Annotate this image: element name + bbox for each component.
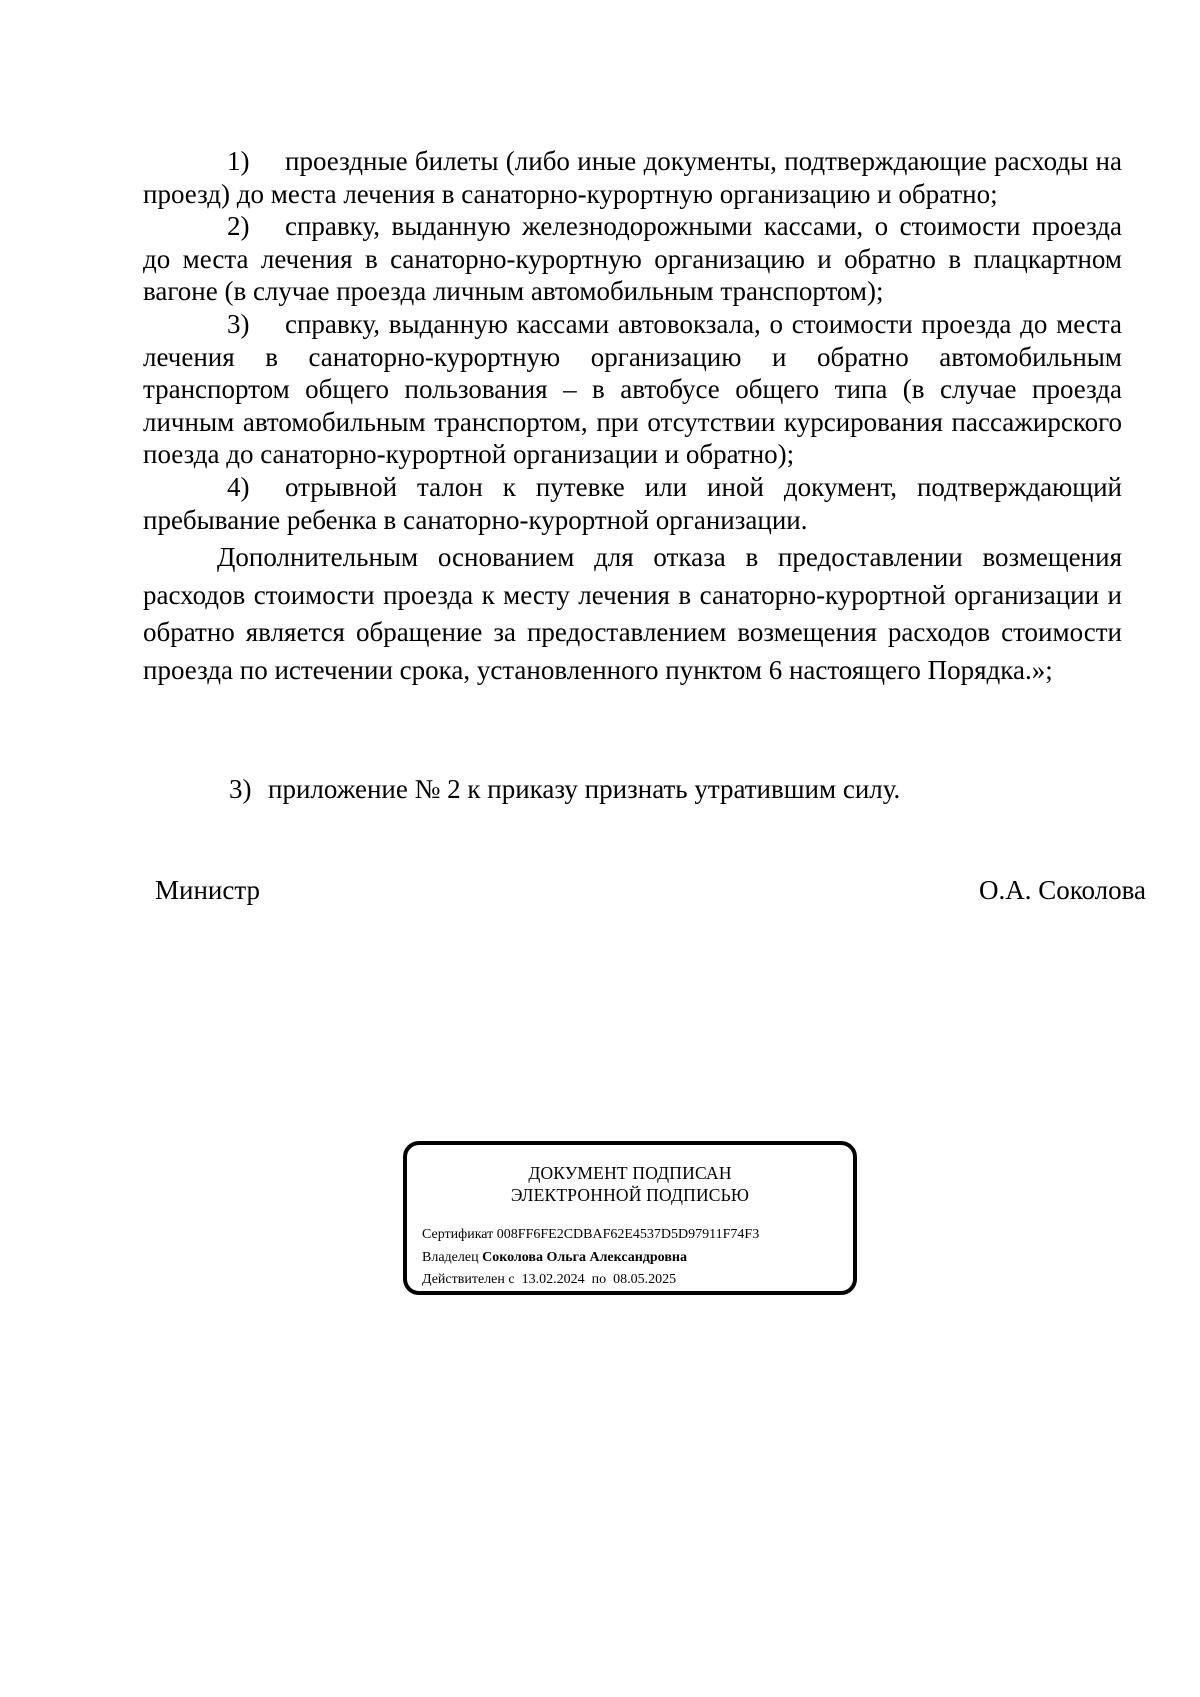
signatory-name: О.А. Соколова	[979, 875, 1146, 905]
certificate-value: 008FF6FE2CDBAF62E4537D5D97911F74F3	[496, 1227, 760, 1242]
stamp-title-line2: ЭЛЕКТРОННОЙ ПОДПИСЬЮ	[510, 1185, 750, 1205]
certificate-label: Сертификат	[422, 1227, 494, 1242]
stamp-validity-line	[422, 1269, 759, 1292]
order-item-3	[229, 773, 900, 805]
valid-to: 08.05.2025	[613, 1272, 677, 1287]
list-item-text: проездные билеты (либо иные документы, подтверждающие расходы на проезд) до места лечения в санаторно-курортную организацию и обратно;	[143, 146, 1122, 209]
order-item-number: 3)	[229, 774, 252, 804]
valid-label: Действителен с	[422, 1272, 515, 1287]
electronic-signature-stamp	[403, 1141, 857, 1295]
list-item-text: справку, выданную железнодорожными кассами, о стоимости проезда до места лечения в санаторно-курортную организацию и обратно в плацкартном вагоне (в случае проезда личным автомобильным транспортом);	[143, 211, 1122, 307]
valid-from: 13.02.2024	[521, 1272, 585, 1287]
list-item-2	[143, 210, 1122, 308]
additional-refusal-paragraph: Дополнительным основанием для отказа в предоставлении возмещения расходов стоимости проезда к месту лечения в санаторно-курортной организации и обратно является обращение за предоставлением возмещения расходов стоимости проезда по истечении срока, установленного пунктом 6 настоящего Порядка.»;	[143, 542, 1122, 685]
list-item-number: 3)	[227, 308, 250, 339]
stamp-title-line1: ДОКУМЕНТ ПОДПИСАН	[528, 1163, 732, 1183]
list-item-text: отрывной талон к путевке или иной документ, подтверждающий пребывание ребенка в санаторно-курортной организации.	[143, 471, 1122, 535]
list-item-4	[143, 471, 1122, 536]
stamp-owner-line	[422, 1247, 759, 1270]
list-item-text: справку, выданную кассами автовокзала, о стоимости проезда до места лечения в санаторно-курортную организацию и обратно автомобильным транспортом общего пользования – в автобусе общего типа (в случае проезда личным автомобильным транспортом, при отсутствии курсирования пассажирского поезда до санаторно-курортной организации и обратно);	[143, 308, 1122, 470]
list-item-3	[143, 308, 1122, 471]
list-item-number: 1)	[227, 146, 250, 176]
owner-value: Соколова Ольга Александровна	[482, 1249, 687, 1265]
list-item-1	[143, 145, 1122, 210]
stamp-title	[407, 1162, 853, 1206]
signatory-role: Министр	[155, 875, 260, 905]
list-item-number: 2)	[227, 211, 250, 242]
list-item-number: 4)	[227, 471, 250, 502]
owner-label: Владелец	[422, 1249, 479, 1265]
order-item-text: приложение № 2 к приказу признать утратившим силу.	[268, 774, 901, 804]
stamp-details	[422, 1224, 759, 1292]
document-body	[143, 145, 1122, 689]
valid-to-label: по	[591, 1272, 607, 1287]
stamp-certificate-line	[422, 1224, 759, 1247]
